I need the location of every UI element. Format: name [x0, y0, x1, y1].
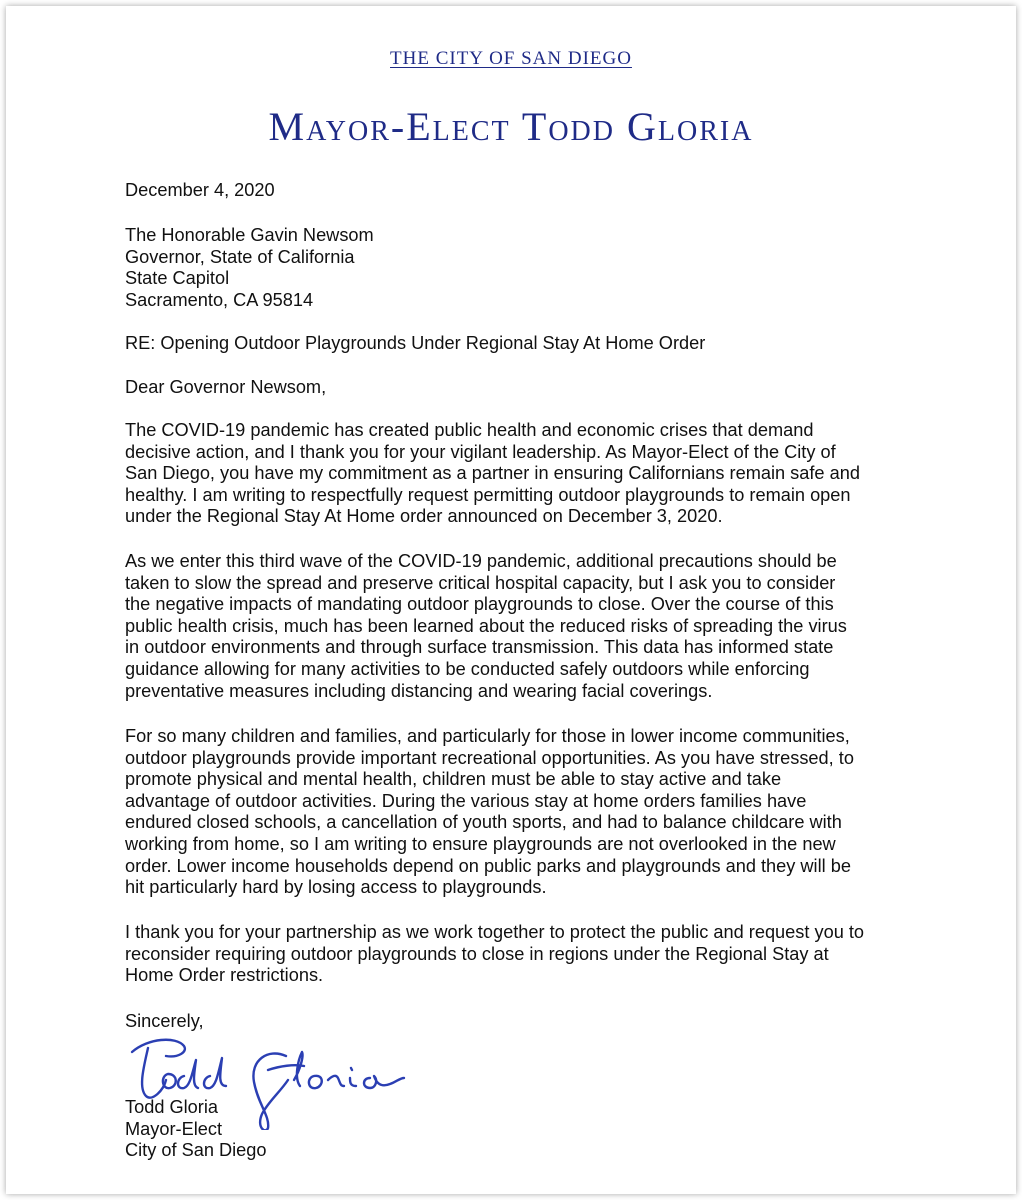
signer-block [125, 1097, 905, 1162]
text-line: San Diego, you have my commitment as a partner in ensuring Californians remain safe and [125, 463, 860, 484]
recipient-address [125, 225, 905, 311]
text-line: outdoor playgrounds provide important recreational opportunities. As you have stressed, to [125, 747, 854, 768]
text-line: As we enter this third wave of the COVID-19 pandemic, additional precautions should be [125, 551, 837, 571]
text-line: preventative measures including distancing and wearing facial coverings. [125, 680, 713, 701]
text-line: Home Order restrictions. [125, 965, 324, 986]
signer-org: City of San Diego [125, 1140, 267, 1161]
subject-line: RE: Opening Outdoor Playgrounds Under Regional Stay At Home Order [125, 333, 706, 353]
text-line: public health crisis, much has been learned about the reduced risks of spreading the virus [125, 615, 847, 636]
text-line: in outdoor environments and through surface transmission. This data has informed state [125, 637, 834, 658]
paragraph-3 [125, 726, 905, 899]
text-line: The COVID-19 pandemic has created public health and economic crises that demand [125, 420, 814, 440]
text-line: endured closed schools, a cancellation of youth sports, and had to balance childcare with [125, 812, 842, 833]
text-line: promote physical and mental health, children must be able to stay active and take [125, 769, 782, 790]
text-line: For so many children and families, and particularly for those in lower income communities, [125, 726, 850, 746]
text-line: reconsider requiring outdoor playgrounds to close in regions under the Regional Stay at [125, 943, 829, 964]
text-line: healthy. I am writing to respectfully request permitting outdoor playgrounds to remain open [125, 484, 851, 505]
text-line: under the Regional Stay At Home order announced on December 3, 2020. [125, 506, 723, 527]
letterhead-city: THE CITY OF SAN DIEGO [390, 48, 632, 69]
text-line: taken to slow the spread and preserve critical hospital capacity, but I ask you to consider [125, 572, 836, 593]
text-line: hit particularly hard by losing access to playgrounds. [125, 877, 547, 898]
text-line: advantage of outdoor activities. During the various stay at home orders families have [125, 790, 807, 811]
closing: Sincerely, [125, 1011, 204, 1031]
text-line: working from home, so I am writing to ensure playgrounds are not overlooked in the new [125, 833, 836, 854]
letterhead-mayor: Mayor-Elect Todd Gloria [268, 104, 754, 149]
text-line: the negative impacts of mandating outdoor playgrounds to close. Over the course of this [125, 594, 834, 615]
text-line: order. Lower income households depend on public parks and playgrounds and they will be [125, 855, 851, 876]
paragraph-1 [125, 420, 905, 528]
signer-title: Mayor-Elect [125, 1118, 223, 1139]
text-line: I thank you for your partnership as we work together to protect the public and request you to [125, 922, 865, 942]
salutation: Dear Governor Newsom, [125, 377, 327, 397]
paragraph-2 [125, 551, 905, 702]
text-line: guidance allowing for many activities to be conducted safely outdoors while enforcing [125, 658, 810, 679]
signer-name: Todd Gloria [125, 1097, 219, 1117]
text-line: decisive action, and I thank you for your vigilant leadership. As Mayor-Elect of the City of [125, 441, 836, 462]
letter-date: December 4, 2020 [125, 180, 275, 200]
recipient-line: The Honorable Gavin Newsom [125, 225, 374, 245]
recipient-line: Sacramento, CA 95814 [125, 289, 314, 310]
paragraph-4 [125, 922, 905, 987]
recipient-line: State Capitol [125, 268, 230, 289]
recipient-line: Governor, State of California [125, 246, 355, 267]
